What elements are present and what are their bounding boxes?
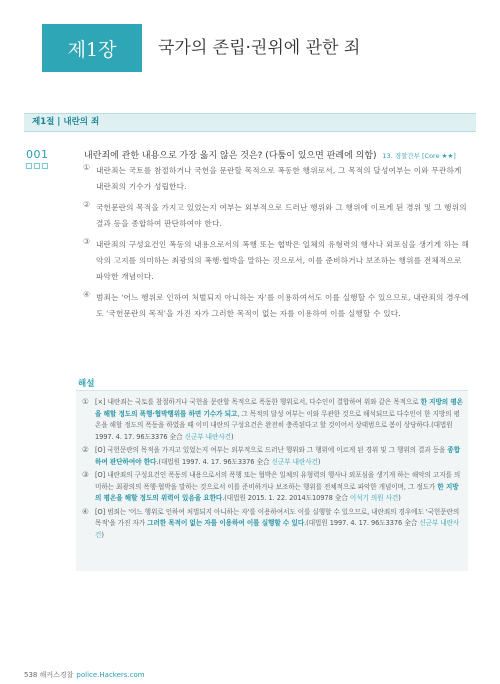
review-checkbox — [26, 163, 32, 169]
explanation-text — [95, 470, 464, 505]
option-1 — [83, 163, 471, 195]
explanation-text-part: .(대법원 2015. 1. 22. 2014도10978 全合 — [222, 494, 350, 502]
chapter-title: 국가의 존립·권위에 관한 죄 — [158, 38, 361, 58]
answer-options — [83, 163, 471, 327]
question-text: 내란죄에 관한 내용으로 가장 옳지 않은 것은? (다툼이 있으면 판례에 의함) — [84, 151, 377, 161]
explanation-highlight: 그러한 목적이 없는 자를 이용하여 이를 실행할 수 있다 — [147, 519, 305, 527]
option-number: ④ — [83, 290, 91, 299]
site-url: police.Hackers.com — [76, 671, 145, 679]
case-name: 신군부 내란사건 — [95, 519, 460, 539]
option-3 — [83, 237, 471, 285]
explanation-item-2 — [82, 445, 464, 468]
explanation-text-part: [×] 내란죄는 국토를 참절하거나 국헌을 문란할 목적으로 폭동한 행위로서, 다수인이 결합하여 위와 같은 목적으로 — [95, 398, 421, 406]
option-text: 국헌문란의 목적을 가지고 있었는지 여부는 외부적으로 드러난 행위와 그 행위에 이르게 된 경위 및 그 행위의 결과 등을 종합하여 판단하여야 한다. — [96, 203, 467, 228]
question-meta: 13. 경찰간부 [Core ★★] — [382, 152, 456, 160]
option-4 — [83, 290, 471, 322]
explanation-text-part: [O] 국헌문란의 목적을 가지고 있었는지 여부는 외부적으로 드러난 행위와 그 행위에 이르게 된 경위 및 그 행위의 결과 등을 — [95, 446, 448, 454]
explanation-label: 해설 — [78, 379, 95, 389]
explanation-text-part: ) — [230, 432, 234, 441]
chapter-label: 제1장 — [42, 24, 142, 72]
option-number: ③ — [83, 237, 91, 246]
case-name: 신군부 내란사건 — [271, 457, 318, 466]
review-checkbox — [42, 163, 48, 169]
explanation-item-1 — [82, 397, 464, 443]
question-stem — [84, 148, 476, 161]
explanation-highlight: 종합하여 판단하여야 한다 — [95, 446, 461, 466]
explanation-text-part: , 그 목적의 달성 여부는 이와 무관한 것으로 해석되므로 다수인이 한 지방의 평온을 해할 정도의 폭동을 하였을 때 이미 내란의 구성요건은 완전히 충족된다고 할 것이어서 상태범으로 봄이 상당하다.(대법원 1997. 4. 17. 96도3376 全合 — [95, 409, 460, 441]
question-number: 001 — [26, 148, 49, 161]
option-text: 내란죄는 국토를 참절하거나 국헌을 문란할 목적으로 폭동한 행위로서, 그 목적의 달성여부는 이와 무관하게 내란죄의 기수가 성립한다. — [96, 166, 462, 191]
explanation-item-3 — [82, 470, 464, 505]
explanation-text-part: .(대법원 1997. 4. 17. 96도3376 全合 — [156, 457, 272, 466]
case-name: 신군부 내란사건 — [184, 432, 231, 441]
explanation-number: ② — [82, 445, 89, 454]
explanation-text — [95, 445, 464, 468]
explanation-item-4 — [82, 507, 464, 542]
explanation-text-part: ) — [317, 457, 321, 466]
option-2 — [83, 200, 471, 232]
case-name: 이석기 의원 사건 — [349, 494, 399, 502]
chapter-header — [42, 24, 466, 72]
option-number: ② — [83, 200, 91, 209]
explanation-text-part: ) — [101, 530, 104, 539]
explanation-text-part: [O] 범죄는 '어느 행위로 인하여 처벌되지 아니하는 자'를 이용하여서도 이를 실행할 수 있으므로, 내란죄의 경우에도 '국헌문란의 목적'을 가진 자가 — [95, 507, 460, 527]
review-checkbox — [34, 163, 40, 169]
option-number: ① — [83, 163, 91, 172]
page-footer — [24, 670, 145, 680]
explanation-text — [95, 507, 464, 542]
explanation-box — [76, 390, 468, 571]
explanation-text — [95, 397, 464, 443]
section-header — [24, 113, 476, 132]
explanation-number: ① — [82, 397, 89, 406]
section-label: 제1절 | 내란의 죄 — [32, 117, 100, 127]
page-number: 538 해커스경찰 — [24, 671, 74, 679]
explanation-highlight: 한 지방의 평온을 해할 정도의 위력이 있음을 요한다 — [95, 482, 459, 502]
review-checkboxes — [26, 163, 48, 169]
explanation-number: ③ — [82, 470, 89, 479]
explanation-highlight: 한 지방의 평온을 해할 정도의 폭행·협박행위를 하면 기수가 되고 — [95, 398, 464, 418]
explanation-text-part: .(대법원 1997. 4. 17. 96도3376 全合 — [304, 519, 420, 527]
option-text: 범죄는 '어느 행위로 인하여 처벌되지 아니하는 자'를 이용하여서도 이를 실행할 수 있으므로, 내란죄의 경우에도 '국헌문란의 목적'을 가진 자가 그러한 목적이 없는 자를 이용하여 이를 실행할 수 있다. — [96, 293, 469, 318]
explanation-number: ④ — [82, 506, 89, 516]
explanation-text-part: [O] 내란죄의 구성요건인 폭동의 내용으로서의 폭행 또는 협박은 일체의 유형력의 행사나 외포심을 생기게 하는 해악의 고지를 의미하는 최광의의 폭행·협박을 말하는 것으로서 이를 준비하거나 보조하는 행위를 전체적으로 파악한 개념이며, 그 정도가 — [95, 471, 461, 491]
explanation-text-part: ) — [398, 494, 401, 502]
option-text: 내란죄의 구성요건인 폭동의 내용으로서의 폭행 또는 협박은 일체의 유형력의 행사나 외포심을 생기게 하는 해악의 고지를 의미하는 최광의의 폭행·협박을 말하는 것으로서, 이를 준비하거나 보조하는 행위를 전체적으로 파악한 개념이다. — [96, 240, 470, 281]
